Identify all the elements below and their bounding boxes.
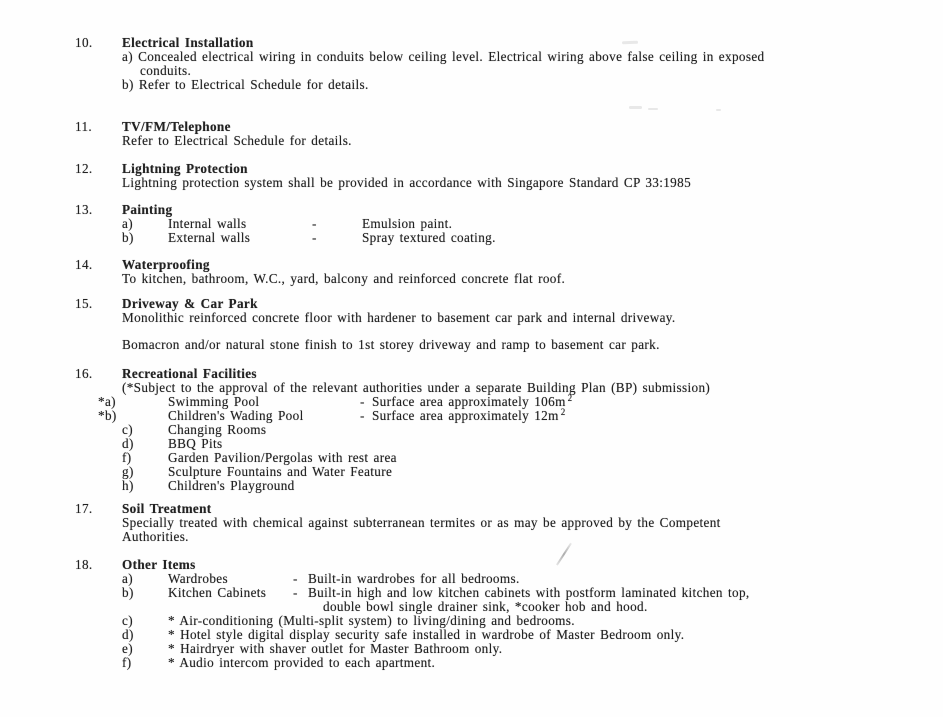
separator-dash: - [312,216,317,231]
section-title: Painting [122,202,173,217]
separator-dash: - [293,571,298,586]
spec-line: a) Concealed electrical wiring in conduits below ceiling level. Electrical wiring above false ceiling in exposed [122,49,765,64]
separator-dash: - [360,408,365,423]
spec-row [122,642,905,656]
item-letter: c) [122,613,133,628]
spec-row [98,406,905,423]
item-name: Wardrobes [168,571,228,586]
spec-line: Refer to Electrical Schedule for details. [122,133,352,148]
item-letter: b) [122,585,134,600]
item-letter: a) [122,216,133,231]
item-name: Sculpture Fountains and Water Feature [168,464,393,479]
description-line: Built-in high and low kitchen cabinets with postform laminated kitchen top, [308,585,750,600]
item-description [308,586,905,614]
spec-row [122,628,905,642]
scan-smudge [648,108,658,110]
item-description [372,392,905,409]
section-number: 10. [75,35,93,50]
spec-line: Lightning protection system shall be provided in accordance with Singapore Standard CP 33:1985 [122,175,692,190]
section-number: 15. [75,296,93,311]
item-text: * Hairdryer with shaver outlet for Master Bathroom only. [168,641,503,656]
section-title: TV/FM/Telephone [122,119,231,134]
spec-row [122,586,905,614]
section-title: Recreational Facilities [122,366,257,381]
item-letter: e) [122,641,133,656]
item-name: Garden Pavilion/Pergolas with rest area [168,450,397,465]
scan-smudge [622,41,638,45]
item-text: * Hotel style digital display security safe installed in wardrobe of Master Bedroom only. [168,627,685,642]
item-letter: f) [122,655,132,670]
spec-row [122,614,905,628]
spec-line: b) Refer to Electrical Schedule for details. [122,77,369,92]
scan-smudge [716,109,721,111]
spec-line: Bomacron and/or natural stone finish to 1st storey driveway and ramp to basement car park. [122,337,660,352]
section-15-driveway-car-park [75,297,905,352]
approval-note: (*Subject to the approval of the relevant authorities under a separate Building Plan (BP) submission) [122,380,711,395]
separator-dash: - [312,230,317,245]
separator-dash: - [360,394,365,409]
section-14-waterproofing [75,258,905,286]
section-title: Waterproofing [122,257,210,272]
spec-row [122,231,905,245]
section-number: 17. [75,501,93,516]
section-number: 16. [75,366,93,381]
section-title: Driveway & Car Park [122,296,258,311]
item-letter: d) [122,436,134,451]
item-description [372,406,905,423]
section-title: Electrical Installation [122,35,254,50]
spec-row [122,423,905,437]
description-text: Surface area approximately 12m [372,408,559,423]
scan-smudge [629,106,642,109]
item-description: Spray textured coating. [362,230,496,245]
section-title: Lightning Protection [122,161,248,176]
item-text: * Air-conditioning (Multi-split system) to living/dining and bedrooms. [168,613,575,628]
spec-line: Authorities. [122,529,189,544]
spec-line: Specially treated with chemical against subterranean termites or as may be approved by the Competent [122,515,721,530]
item-name: External walls [168,230,251,245]
spec-row [122,656,905,670]
item-description: Emulsion paint. [362,216,453,231]
section-title: Soil Treatment [122,501,212,516]
spec-row [122,451,905,465]
spec-row [98,392,905,409]
item-name: BBQ Pits [168,436,223,451]
description-line: double bowl single drainer sink, *cooker hob and hood. [323,599,648,614]
item-letter: f) [122,450,132,465]
spec-line: Monolithic reinforced concrete floor with hardener to basement car park and internal driveway. [122,310,676,325]
spec-line: To kitchen, bathroom, W.C., yard, balcony and reinforced concrete flat roof. [122,271,566,286]
item-name: Changing Rooms [168,422,267,437]
item-letter: *a) [98,394,116,409]
section-13-painting [75,203,905,245]
superscript: 2 [560,406,566,417]
item-letter: c) [122,422,133,437]
spec-row [122,465,905,479]
section-number: 12. [75,161,93,176]
item-letter: d) [122,627,134,642]
item-name: Swimming Pool [168,394,260,409]
item-text: * Audio intercom provided to each apartment. [168,655,436,670]
section-16-recreational-facilities [75,367,905,493]
description-text: Surface area approximately 106m [372,394,566,409]
item-letter: g) [122,464,134,479]
spec-row [122,217,905,231]
spec-line: conduits. [140,63,192,78]
spec-row [122,437,905,451]
section-number: 14. [75,257,93,272]
item-letter: *b) [98,408,117,423]
spec-row [122,479,905,493]
separator-dash: - [293,585,298,600]
section-title: Other Items [122,557,196,572]
spec-row [122,572,905,586]
section-11-tv-fm-telephone [75,120,905,148]
section-12-lightning-protection [75,162,905,190]
item-name: Children's Playground [168,478,295,493]
item-description: Built-in wardrobes for all bedrooms. [308,571,520,586]
item-letter: b) [122,230,134,245]
item-name: Kitchen Cabinets [168,585,267,600]
section-17-soil-treatment [75,502,905,544]
specification-list [75,36,905,670]
item-letter: a) [122,571,133,586]
item-name: Children's Wading Pool [168,408,304,423]
section-number: 18. [75,557,93,572]
section-number: 13. [75,202,93,217]
item-letter: h) [122,478,134,493]
item-name: Internal walls [168,216,247,231]
section-18-other-items [75,558,905,670]
superscript: 2 [567,392,573,403]
section-number: 11. [75,119,93,134]
section-10-electrical-installation [75,36,905,92]
